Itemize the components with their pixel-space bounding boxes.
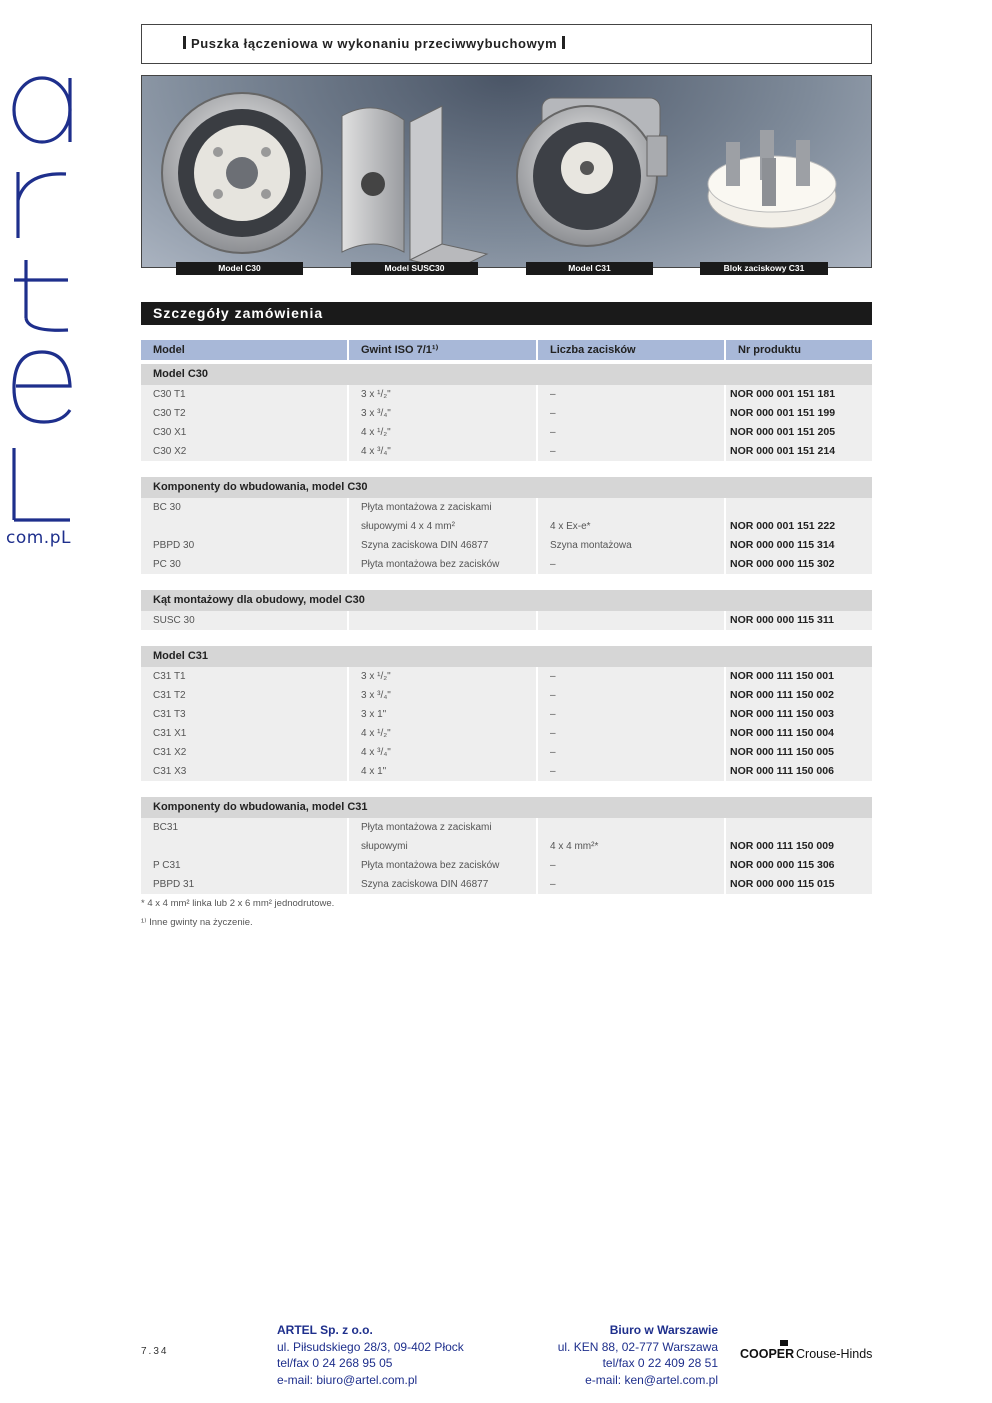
model-c31-image <box>517 98 667 246</box>
table-row <box>141 818 872 837</box>
product-number-cell: NOR 000 001 151 214 <box>730 445 836 457</box>
product-number-cell: NOR 000 000 115 015 <box>730 878 835 890</box>
table-cell: C31 T3 <box>141 705 349 724</box>
table-row <box>141 517 872 536</box>
table-cell: – <box>538 705 726 724</box>
table-cell: 4 x ¹/₂" <box>349 724 538 743</box>
table-cell <box>141 517 349 536</box>
table-group <box>141 590 872 630</box>
product-number-cell: NOR 000 001 151 205 <box>730 426 836 438</box>
table-cell: C31 X1 <box>141 724 349 743</box>
header-bar-right <box>562 36 565 49</box>
product-number-cell: NOR 000 000 115 314 <box>730 539 835 551</box>
table-cell: – <box>538 743 726 762</box>
table-cell: PBPD 30 <box>141 536 349 555</box>
office-address: ul. KEN 88, 02-777 Warszawa <box>557 1339 718 1354</box>
header-bar-left <box>183 36 186 49</box>
table-cell: PBPD 31 <box>141 875 349 894</box>
table-cell: 4 x Ex-e* <box>538 517 726 536</box>
column-header: Gwint ISO 7/1¹⁾ <box>349 340 538 360</box>
group-title: Kąt montażowy dla obudowy, model C30 <box>141 590 872 611</box>
table-cell: 3 x ³/₄" <box>349 404 538 423</box>
table-cell: BC31 <box>141 818 349 837</box>
table-cell: C30 X2 <box>141 442 349 461</box>
column-header: Nr produktu <box>738 344 801 356</box>
company-address: ul. Piłsudskiego 28/3, 09-402 Płock <box>277 1339 464 1354</box>
office-email[interactable]: e-mail: ken@artel.com.pl <box>585 1372 718 1387</box>
table-cell <box>538 611 726 630</box>
cooper-crouse-hinds-logo <box>740 1338 874 1362</box>
model-c30-image <box>162 93 322 253</box>
footnote: ¹⁾ Inne gwinty na życzenie. <box>141 917 253 928</box>
table-cell: Płyta montażowa z zaciskami <box>349 498 538 517</box>
table-row <box>141 705 872 724</box>
table-cell: 4 x ³/₄" <box>349 743 538 762</box>
office-phone: tel/fax 0 22 409 28 51 <box>602 1356 718 1370</box>
table-row <box>141 555 872 574</box>
group-title: Komponenty do wbudowania, model C30 <box>141 477 872 498</box>
footer-office-block <box>520 1322 718 1388</box>
table-cell: 4 x ¹/₂" <box>349 423 538 442</box>
table-row <box>141 667 872 686</box>
table-cell: – <box>538 762 726 781</box>
caption-terminal-block: Blok zaciskowy C31 <box>700 262 828 275</box>
office-name: Biuro w Warszawie <box>609 1323 718 1337</box>
table-cell: – <box>538 667 726 686</box>
footnote: * 4 x 4 mm² linka lub 2 x 6 mm² jednodrutowe. <box>141 898 335 909</box>
column-header: Model <box>141 340 349 360</box>
table-cell: 3 x ³/₄" <box>349 686 538 705</box>
table-cell <box>349 611 538 630</box>
table-cell <box>141 837 349 856</box>
table-cell: 3 x ¹/₂" <box>349 385 538 404</box>
caption-model-c31: Model C31 <box>526 262 653 275</box>
table-cell: 4 x 4 mm²* <box>538 837 726 856</box>
product-number-cell: NOR 000 001 151 181 <box>730 388 836 400</box>
company-phone: tel/fax 0 24 268 95 05 <box>277 1356 393 1370</box>
product-number-cell: NOR 000 111 150 003 <box>730 708 834 720</box>
crouse-hinds-text: Crouse-Hinds <box>796 1347 873 1361</box>
table-cell <box>538 818 726 837</box>
footer-company-block <box>277 1322 464 1388</box>
logo-domain-text: com.pL <box>6 528 71 548</box>
product-number-cell: NOR 000 000 115 311 <box>730 614 834 626</box>
table-group <box>141 364 872 461</box>
table-row <box>141 762 872 781</box>
group-title: Model C30 <box>141 364 872 385</box>
table-cell: słupowymi 4 x 4 mm² <box>349 517 538 536</box>
table-cell: Szyna zaciskowa DIN 46877 <box>349 875 538 894</box>
company-email[interactable]: e-mail: biuro@artel.com.pl <box>277 1372 418 1387</box>
table-row <box>141 686 872 705</box>
table-header-row <box>141 340 872 360</box>
table-cell: 4 x 1" <box>349 762 538 781</box>
product-number-cell <box>726 818 872 837</box>
table-cell: 4 x ³/₄" <box>349 442 538 461</box>
table-group <box>141 646 872 781</box>
table-cell: – <box>538 423 726 442</box>
page-number: 7.34 <box>141 1346 169 1357</box>
table-cell: C31 X2 <box>141 743 349 762</box>
table-row <box>141 536 872 555</box>
table-group <box>141 477 872 574</box>
section-title: Szczegóły zamówienia <box>141 302 872 325</box>
table-cell: C30 T2 <box>141 404 349 423</box>
table-row <box>141 837 872 856</box>
table-cell: 3 x 1" <box>349 705 538 724</box>
table-cell: Płyta montażowa bez zacisków <box>349 555 538 574</box>
table-cell: Szyna zaciskowa DIN 46877 <box>349 536 538 555</box>
table-cell: – <box>538 856 726 875</box>
table-cell: Płyta montażowa bez zacisków <box>349 856 538 875</box>
table-row <box>141 743 872 762</box>
table-cell: – <box>538 686 726 705</box>
column-header: Liczba zacisków <box>538 340 726 360</box>
table-row <box>141 724 872 743</box>
table-cell: – <box>538 442 726 461</box>
table-cell: – <box>538 555 726 574</box>
table-groups <box>141 364 872 894</box>
table-cell: C31 T1 <box>141 667 349 686</box>
table-row <box>141 875 872 894</box>
table-cell: SUSC 30 <box>141 611 349 630</box>
table-cell: P C31 <box>141 856 349 875</box>
group-title: Komponenty do wbudowania, model C31 <box>141 797 872 818</box>
table-cell: PC 30 <box>141 555 349 574</box>
artel-logo <box>4 68 76 548</box>
table-row <box>141 423 872 442</box>
terminal-block-c31-image <box>708 130 836 228</box>
table-cell: – <box>538 724 726 743</box>
group-title: Model C31 <box>141 646 872 667</box>
table-row <box>141 498 872 517</box>
product-number-cell: NOR 000 111 150 002 <box>730 689 834 701</box>
table-cell: – <box>538 404 726 423</box>
product-number-cell: NOR 000 111 150 005 <box>730 746 834 758</box>
table-cell: Płyta montażowa z zaciskami <box>349 818 538 837</box>
product-number-cell: NOR 000 001 151 199 <box>730 407 836 419</box>
product-number-cell: NOR 000 111 150 009 <box>730 840 834 852</box>
table-cell: – <box>538 385 726 404</box>
table-cell: C31 T2 <box>141 686 349 705</box>
table-cell: – <box>538 875 726 894</box>
company-name: ARTEL Sp. z o.o. <box>277 1323 373 1337</box>
table-row <box>141 385 872 404</box>
table-cell: C30 T1 <box>141 385 349 404</box>
table-cell: C31 X3 <box>141 762 349 781</box>
table-row <box>141 856 872 875</box>
table-row <box>141 404 872 423</box>
product-photo <box>141 75 872 268</box>
table-cell: C30 X1 <box>141 423 349 442</box>
product-number-cell: NOR 000 001 151 222 <box>730 520 836 532</box>
table-cell: 3 x ¹/₂" <box>349 667 538 686</box>
table-cell <box>538 498 726 517</box>
product-number-cell: NOR 000 111 150 001 <box>730 670 834 682</box>
product-number-cell: NOR 000 111 150 006 <box>730 765 834 777</box>
caption-model-susc30: Model SUSC30 <box>351 262 478 275</box>
cooper-text: COOPER <box>740 1347 795 1361</box>
page-header <box>141 24 872 64</box>
product-number-cell: NOR 000 000 115 306 <box>730 859 835 871</box>
table-group <box>141 797 872 894</box>
product-number-cell: NOR 000 111 150 004 <box>730 727 834 739</box>
table-row <box>141 442 872 461</box>
table-cell: słupowymi <box>349 837 538 856</box>
table-cell: BC 30 <box>141 498 349 517</box>
product-number-cell: NOR 000 000 115 302 <box>730 558 835 570</box>
header-title: Puszka łączeniowa w wykonaniu przeciwwybuchowym <box>191 36 558 51</box>
caption-model-c30: Model C30 <box>176 262 303 275</box>
product-photo-illustration <box>142 76 872 268</box>
table-row <box>141 611 872 630</box>
order-table <box>141 340 872 910</box>
table-cell: Szyna montażowa <box>538 536 726 555</box>
model-susc30-image <box>342 106 487 268</box>
product-number-cell <box>726 498 872 517</box>
